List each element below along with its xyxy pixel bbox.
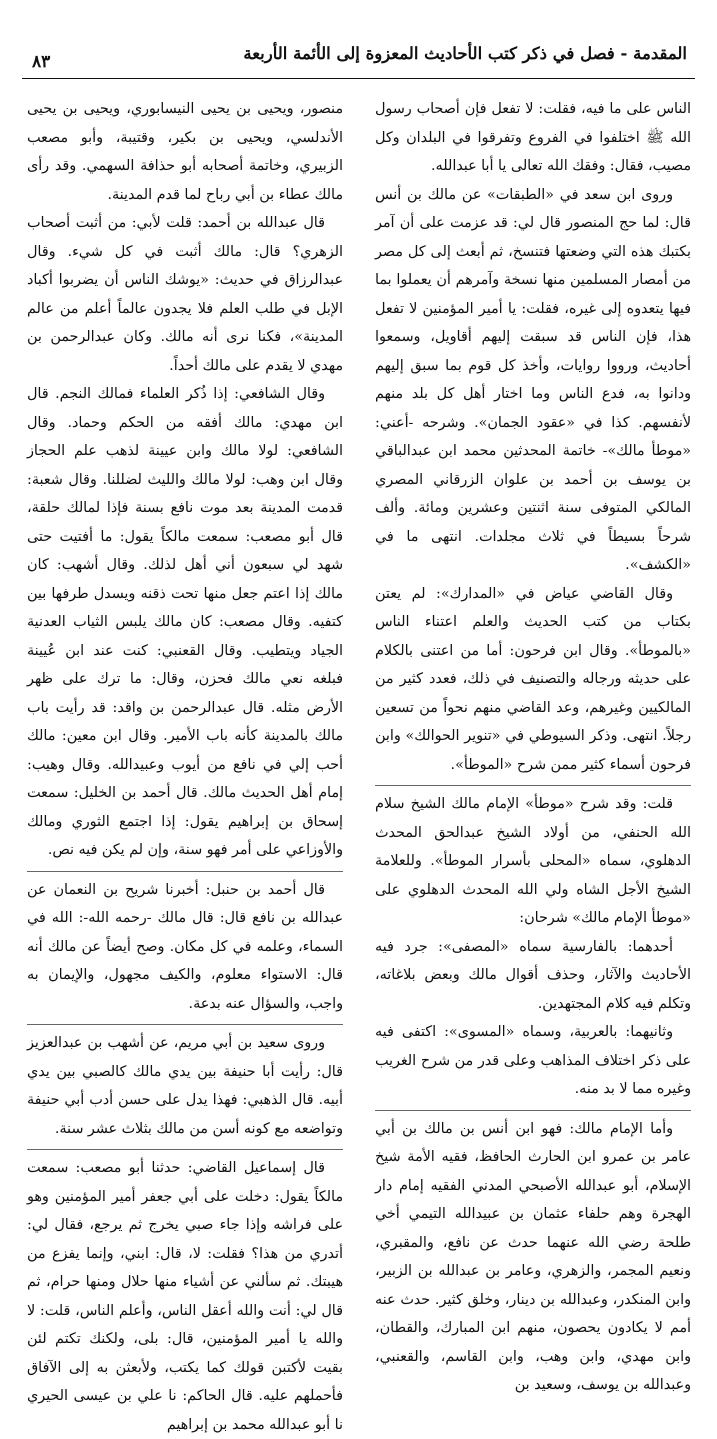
paragraph: الناس على ما فيه، فقلت: لا تفعل فإن أصحاب رسول الله ﷺ اختلفوا في الفروع وتفرقوا في البلدان وكل مصيب، فقال: وفقك الله تعالى يا أبا عبدالله. <box>375 101 691 174</box>
left-column <box>27 95 343 1433</box>
paragraph: قال إسماعيل القاضي: حدثنا أبو مصعب: سمعت مالكاً يقول: دخلت على أبي جعفر أمير المؤمنين وهو على فراشه وإذا جاء صبي يخرج ثم يرجع، فقال لي: أتدري من هذا؟ فقلت: لا، قال: ابني، وإنما يفزع من هيبتك. ثم سألني عن أشياء منها حلال ومنها حرام، ثم قال لي: أنت والله أعقل الناس، وأعلم الناس، قلت: لا والله يا أمير المؤمنين، قال: بلى، ولكنك تكتم لئن بقيت لأكتبن قولك كما يكتب، ولأبعثن به إلى الآفاق فأحملهم عليه. قال الحاكم: نا علي بن عيسى الحيري نا أبو عبدالله محمد بن إبراهيم <box>27 1149 343 1439</box>
paragraph: منصور، ويحيى بن يحيى النيسابوري، ويحيى بن يحيى الأندلسي، ويحيى بن بكير، وقتيبة، وأبو مصعب الزبيري، وخاتمة أصحابه أبو حذافة السهمي. وقد رأى مالك عطاء بن أبي رباح لما قدم المدينة. <box>27 101 343 203</box>
paragraph: أحدهما: بالفارسية سماه «المصفى»: جرد فيه الأحاديث والآثار، وحذف أقوال مالك وبعض بلاغاته، وتكلم فيه كلام المجتهدين. <box>375 938 691 1012</box>
paragraph: وقال القاضي عياض في «المدارك»: لم يعتن بكتاب من كتب الحديث والعلم اعتناء الناس «بالموطأ». وقال ابن فرحون: أما من اعتنى بالكلام على حديثه ورجاله والتصنيف في ذلك، فعدد كثير من المالكيين وغيرهم، وعد القاضي منهم نحواً من تسعين رجلاً. انتهى. وذكر السيوطي في «تنوير الحوالك» وابن فرحون أسماء كثير ممن شرح «الموطأ». <box>375 585 691 773</box>
paragraph: قال أحمد بن حنبل: أخبرنا شريح بن النعمان عن عبدالله بن نافع قال: قال مالك -رحمه الله-: الله في السماء، وعلمه في كل مكان. وصح أيضاً عن مالك أنه قال: الاستواء معلوم، والكيف مجهول، والإيمان به واجب، والسؤال عنه بدعة. <box>27 871 343 1019</box>
paragraph: وأما الإمام مالك: فهو ابن أنس بن مالك بن أبي عامر بن عمرو ابن الحارث الحافظ، فقيه الأمة شيخ الإسلام، أبو عبدالله الأصبحي المدني الفقيه إمام دار الهجرة وهم حلفاء عثمان بن عبيدالله التيمي أخي طلحة رضي الله عنهما حدث عن نافع، والمقبري، ونعيم المجمر، والزهري، وعامر بن عبدالله بن الزبير، وابن المنكدر، وعبدالله بن دينار، وخلق كثير. حدث عنه أمم لا يكادون يحصون، منهم ابن المبارك، والقطان، وابن مهدي، وابن وهب، وابن القاسم، والقعنبي، وعبدالله بن يوسف، وسعيد بن <box>375 1110 691 1400</box>
running-header <box>22 38 695 78</box>
paragraph: وروى ابن سعد في «الطبقات» عن مالك بن أنس قال: لما حج المنصور قال لي: قد عزمت على أن آمر بكتبك هذه التي وضعتها فتنسخ، ثم أبعث إلى كل مصر من أمصار المسلمين منها نسخة وآمرهم أن يعملوا بما فيها يتعدوه إلى غيره، فقلت: يا أمير المؤمنين لا تفعل هذا، فإن الناس قد سبقت إليهم أقاويل، وسمعوا أحاديث، ورووا روايات، وأخذ كل قوم بما سبق إليهم ودانوا به، فدع الناس وما اختار أهل كل بلد منهم لأنفسهم. كذا في «عقود الجمان». وشرحه -أعني: «موطأ مالك»- خاتمة المحدثين محمد ابن عبدالباقي بن يوسف بن أحمد بن علوان الزرقاني المصري المالكي المتوفى سنة اثنتين وعشرين ومائة. وألف شرحاً بسيطاً في ثلاث مجلدات. انتهى ما في «الكشف». <box>375 186 691 573</box>
page-number: ٨٣ <box>32 52 51 72</box>
paragraph: وقال الشافعي: إذا ذُكر العلماء فمالك النجم. قال ابن مهدي: مالك أفقه من الحكم وحماد. وقال الشافعي: لولا مالك وابن عيينة لذهب علم الحجاز وقال ابن وهب: لولا مالك والليث لضللنا. وقال شعبة: قدمت المدينة بعد موت نافع بسنة فإذا لمالك حلقة، قال أبو مصعب: سمعت مالكاً يقول: ما أفتيت حتى شهد لي سبعون أني أهل لذلك. وقال أشهب: كان مالك إذا اعتم جعل منها تحت ذقنه ويسدل طرفها بين كتفيه. وقال مصعب: كان مالك يلبس الثياب العدنية الجياد ويتطيب. وقال القعنبي: كنت عند ابن عُيينة فبلغه نعي مالك فحزن، وقال: ما ترك على ظهر الأرض مثله. قال عبدالرحمن بن واقد: قد رأيت باب مالك بالمدينة كأنه باب الأمير. وقال ابن معين: مالك أحب إلي في نافع من أيوب وعبيدالله. وقال وهيب: إمام أهل الحديث مالك. قال أحمد بن الخليل: سمعت إسحاق بن إبراهيم يقول: إذا اجتمع الثوري ومالك والأوزاعي على أمر فهو سنة، وإن لم يكن فيه نص. <box>27 386 343 858</box>
right-column <box>375 95 691 1393</box>
paragraph: وثانيهما: بالعربية، وسماه «المسوى»: اكتفى فيه على ذكر اختلاف المذاهب وعلى قدر من شرح الغريب وغيره مما لا بد منه. <box>375 1024 691 1097</box>
paragraph: وروى سعيد بن أبي مريم، عن أشهب بن عبدالعزيز قال: رأيت أبا حنيفة بين يدي مالك كالصبي بين يدي أبيه. قال الذهبي: فهذا يدل على حسن أدب أبي حنيفة وتواضعه مع كونه أسن من مالك بثلاث عشر سنة. <box>27 1024 343 1143</box>
header-rule <box>22 78 695 79</box>
text-body <box>27 95 691 1433</box>
running-title: المقدمة - فصل في ذكر كتب الأحاديث المعزوة إلى الأئمة الأربعة <box>243 44 687 63</box>
paragraph: قلت: وقد شرح «موطأ» الإمام مالك الشيخ سلام الله الحنفي، من أولاد الشيخ عبدالحق المحدث الدهلوي، سماه «المحلى بأسرار الموطأ». وللعلامة الشيخ الأجل الشاه ولي الله المحدث الدهلوي على «موطأ الإمام مالك» شرحان: <box>375 785 691 933</box>
paragraph: قال عبدالله بن أحمد: قلت لأبي: من أثبت أصحاب الزهري؟ قال: مالك أثبت في كل شيء. وقال عبدالرزاق في حديث: «يوشك الناس أن يضربوا أكباد الإبل في طلب العلم فلا يجدون عالماً أعلم من عالم المدينة»، فكنا نرى أنه مالك. وكان عبدالرحمن بن مهدي لا يقدم على مالك أحداً. <box>27 215 343 374</box>
